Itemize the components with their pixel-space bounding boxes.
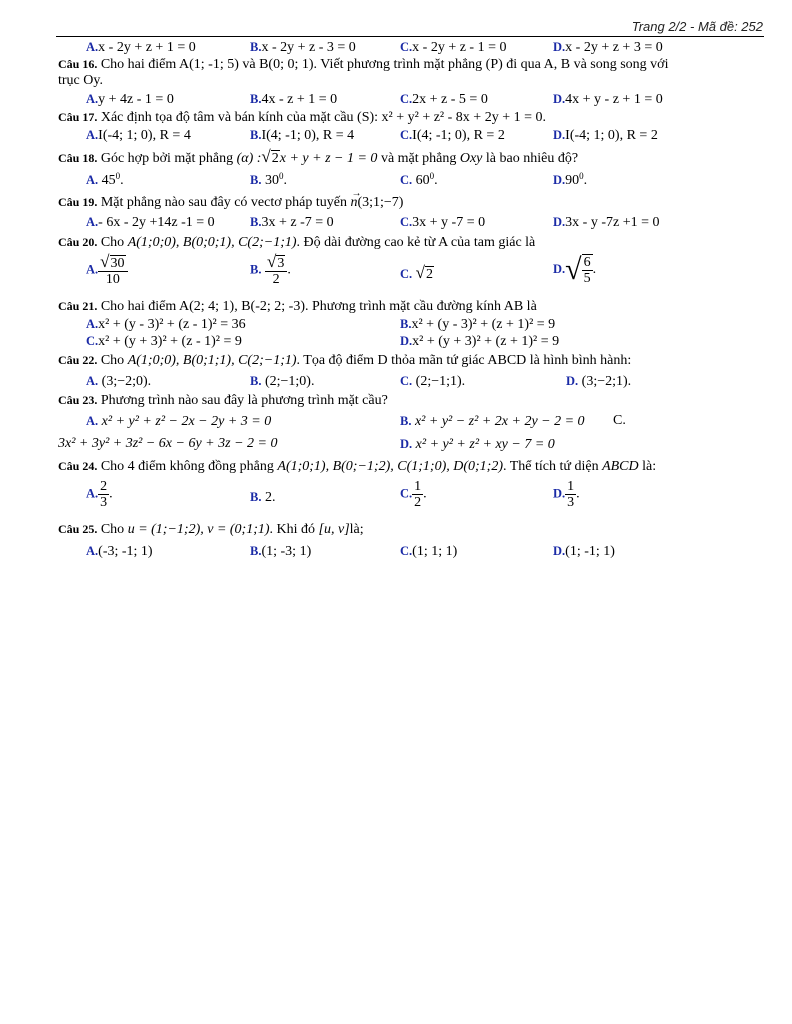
q15-option-d: D.x - 2y + z + 3 = 0	[553, 40, 663, 55]
q16-stem: Câu 16. Cho hai điểm A(1; -1; 5) và B(0; 0; 1). Viết phương trình mặt phẳng (P) đi qua A, B và song song với	[58, 57, 669, 72]
q23-option-b: B. x² + y² − z² + 2x + 2y − 2 = 0	[400, 414, 585, 429]
q15-option-a: A.x - 2y + z + 1 = 0	[86, 40, 196, 55]
q22-option-d: D. (3;−2;1).	[566, 374, 632, 389]
q19-stem: Câu 19. Mặt phẳng nào sau đây có vectơ pháp tuyến → n(3;1;−7)	[58, 188, 404, 210]
q19-option-a: A.- 6x - 2y +14z -1 = 0	[86, 215, 215, 230]
q24-option-d: D. $\frac{1}{3}$ .	[553, 479, 580, 510]
q17-option-b: B.I(4; -1; 0), R = 4	[250, 128, 355, 143]
q19-option-d: D.3x - y -7z +1 = 0	[553, 215, 660, 230]
q21-option-a: A.x² + (y - 3)² + (z - 1)² = 36	[86, 317, 246, 332]
q17-option-c: C.I(4; -1; 0), R = 2	[400, 128, 505, 143]
q16-stem-cont: trục Oy.	[58, 73, 103, 88]
q16-option-d: D.4x + y - z + 1 = 0	[553, 92, 663, 107]
q20-option-b: B. $\frac{√3}{2}$ .	[250, 252, 291, 287]
q18-option-b: B. $30^0$.	[250, 171, 287, 188]
q22-option-a: A. (3;−2;0).	[86, 374, 152, 389]
q25-option-b: B.(1; -3; 1)	[250, 544, 312, 559]
q25-option-c: C.(1; 1; 1)	[400, 544, 458, 559]
q16-option-b: B.4x - z + 1 = 0	[250, 92, 338, 107]
q18-option-d: $D.90^0$.	[553, 171, 588, 188]
q23-option-a: A. x² + y² + z² − 2x − 2y + 3 = 0	[86, 414, 272, 429]
q24-stem: Câu 24. Cho 4 điểm không đồng phẳng A(1;0;1), B(0;−1;2), C(1;1;0), D(0;1;2). Thể tích tứ diện ABCD là:	[58, 459, 657, 474]
q20-option-a: A. $\frac{√30}{10}$	[86, 254, 128, 287]
q25-option-a: A.(-3; -1; 1)	[86, 544, 153, 559]
q15-option-b: B.x - 2y + z - 3 = 0	[250, 40, 356, 55]
q19-option-b: B.3x + z -7 = 0	[250, 215, 334, 230]
q20-stem: Câu 20. Cho A(1;0;0), B(0;0;1), C(2;−1;1). Độ dài đường cao kẻ từ A của tam giác là	[58, 235, 536, 250]
q22-option-c: C. (2;−1;1).	[400, 374, 466, 389]
q21-option-c: C.x² + (y + 3)² + (z - 1)² = 9	[86, 334, 242, 349]
page-header: Trang 2/2 - Mã đề: 252	[631, 19, 763, 34]
q21-stem: Câu 21. Cho hai điểm A(2; 4; 1), B(-2; 2; -3). Phương trình mặt cầu đường kính AB là	[58, 299, 537, 314]
q24-option-a: A. $\frac{2}{3}$ .	[86, 479, 113, 510]
header-rule	[56, 36, 764, 37]
q18-option-c: C. $60^0$.	[400, 171, 438, 188]
q16-option-a: A.y + 4z - 1 = 0	[86, 92, 174, 107]
q21-option-d: D.x² + (y + 3)² + (z + 1)² = 9	[400, 334, 560, 349]
q18-stem: Câu 18. Góc hợp bởi mặt phẳng (α) :√2x + y + z − 1 = 0 và mặt phẳng Oxy là bao nhiêu độ?	[58, 147, 579, 166]
q25-stem: Câu 25. Cho u = (1;−1;2), v = (0;1;1). Khi đó [u, v]là;	[58, 522, 364, 537]
q19-option-c: C.3x + y -7 = 0	[400, 215, 486, 230]
q22-option-b: B. (2;−1;0).	[250, 374, 315, 389]
q18-option-a: A. $45^0$.	[86, 171, 124, 188]
q17-stem: Câu 17. Xác định tọa độ tâm và bán kính của mặt cầu (S): x² + y² + z² - 8x + 2y + 1 = 0.	[58, 110, 546, 125]
q20-option-c: C. √2	[400, 263, 433, 282]
q25-option-d: D.(1; -1; 1)	[553, 544, 615, 559]
q15-option-c: C.x - 2y + z - 1 = 0	[400, 40, 507, 55]
q23-option-c-label: C.	[613, 413, 626, 428]
q23-option-d: D. x² + y² + z² + xy − 7 = 0	[400, 437, 555, 452]
q23-option-c: 3x² + 3y² + 3z² − 6x − 6y + 3z − 2 = 0	[58, 436, 278, 451]
q24-option-b: B. 2.	[250, 490, 276, 505]
q23-stem: Câu 23. Phương trình nào sau đây là phương trình mặt cầu?	[58, 393, 388, 408]
q22-stem: Câu 22. Cho A(1;0;0), B(0;1;1), C(2;−1;1). Tọa độ điểm D thỏa mãn tứ giác ABCD là hình bình hành:	[58, 353, 632, 368]
q17-option-d: D.I(-4; 1; 0), R = 2	[553, 128, 658, 143]
q17-option-a: A.I(-4; 1; 0), R = 4	[86, 128, 191, 143]
q24-option-c: C. $\frac{1}{2}$ .	[400, 479, 427, 510]
q16-option-c: C.2x + z - 5 = 0	[400, 92, 488, 107]
q20-option-d: D.√ $\frac{6}{5}$ .	[553, 253, 597, 286]
q21-option-b: B.x² + (y - 3)² + (z + 1)² = 9	[400, 317, 556, 332]
